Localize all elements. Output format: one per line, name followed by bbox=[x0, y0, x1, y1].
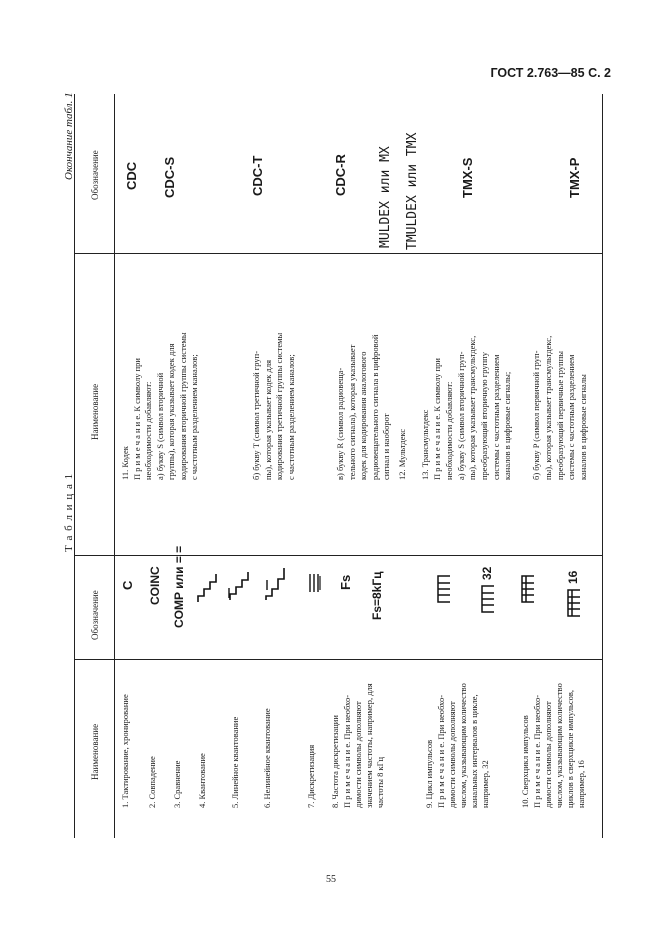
right-name-line: П р и м е ч а н и е. К символу при bbox=[132, 358, 142, 480]
right-name-line: тельного сигнала), которая указывает bbox=[347, 344, 357, 480]
right-name-line: необходимости добавляют: bbox=[444, 381, 454, 480]
symbol-16: 16 bbox=[566, 570, 580, 584]
right-name-line: а) букву S (символ вторичной bbox=[155, 372, 165, 480]
symbol-tmx-p: TMX-P bbox=[567, 157, 582, 198]
symbol-tmuldex: TMULDEX или TMX bbox=[405, 132, 420, 250]
right-name-line: сигнал и наоборот bbox=[381, 413, 391, 480]
right-name-line: группы), которая указывает кодек для bbox=[166, 343, 176, 480]
column-rule-1 bbox=[74, 659, 602, 660]
right-name-line: каналов в цифровые сигналы bbox=[578, 374, 588, 480]
left-name-line: циклов в сверхцикле импульсов, bbox=[565, 689, 575, 808]
left-name-line: 6. Нелинейное квантование bbox=[262, 708, 272, 808]
col-header-symbol-left: Обозначение bbox=[90, 590, 100, 640]
table1-label: Т а б л и ц а 1 bbox=[63, 472, 75, 552]
right-name-line: пы), которая указывает трансмультдекс, bbox=[543, 335, 553, 480]
left-name-line: 8. Частота дискретизации bbox=[330, 715, 340, 808]
right-name-line: в) букву R (символ радиовеща- bbox=[335, 367, 345, 480]
right-name-line: б) букву T (символ третичной груп- bbox=[251, 350, 261, 480]
header-row-rule bbox=[114, 94, 115, 838]
col-header-name-left: Наименование bbox=[90, 723, 100, 780]
pulse-cycle-32-icon bbox=[480, 584, 496, 614]
symbol-fs-8khz: Fs=8kГц bbox=[370, 571, 384, 620]
right-name-line: пы), которая указывает кодек для bbox=[263, 360, 273, 480]
left-name-line: числом, указывающим количество bbox=[458, 683, 468, 808]
column-rule-3 bbox=[74, 253, 602, 254]
table-bottom-rule bbox=[602, 94, 603, 838]
right-name-line: кодирования третичной группы системы bbox=[274, 332, 284, 480]
left-name-line: числом, указывающим количество bbox=[554, 683, 564, 808]
sampling-icon bbox=[308, 572, 322, 594]
right-name-line: с частотным разделением каналов; bbox=[189, 354, 199, 480]
quantization-icon bbox=[196, 570, 218, 604]
col-header-name-right: Наименование bbox=[90, 383, 100, 440]
right-name-line: кодирования вторичной группы системы bbox=[178, 332, 188, 480]
pulse-cycle-icon bbox=[436, 574, 452, 604]
right-name-line: пы), которая указывает трансмультдекс, bbox=[467, 335, 477, 480]
table2-label: Окончание табл. 1 bbox=[63, 92, 75, 180]
column-rule-2 bbox=[74, 555, 602, 556]
right-name-line: 12. Мультдекс bbox=[397, 428, 407, 480]
right-name-line: преобразующий вторичную группу bbox=[479, 352, 489, 480]
nonlinear-quantization-icon bbox=[264, 566, 288, 602]
left-name-line: частоты 8 кГц bbox=[375, 756, 385, 808]
right-name-line: системы с частотным разделением bbox=[491, 354, 501, 480]
left-name-line: 2. Совпадение bbox=[147, 756, 157, 808]
right-name-line: радиовещательного сигнала в цифровой bbox=[370, 334, 380, 480]
left-name-line: 9. Цикл импульсов bbox=[424, 739, 434, 808]
col-header-symbol-right: Обозначение bbox=[90, 150, 100, 200]
left-name-line: 1. Тактирование, хронирование bbox=[120, 694, 130, 808]
right-name-line: системы с частотным разделением bbox=[566, 354, 576, 480]
table-top-rule bbox=[74, 94, 75, 838]
symbol-32: 32 bbox=[480, 566, 494, 580]
left-name-line: димости символы дополняют bbox=[543, 701, 553, 808]
symbol-clock: C bbox=[120, 580, 135, 590]
left-name-line: димости символы дополняют bbox=[353, 701, 363, 808]
symbol-comp: COMP или = = bbox=[172, 545, 186, 628]
left-name-line: 3. Сравнение bbox=[172, 760, 182, 808]
symbol-muldex: MULDEX или MX bbox=[378, 146, 393, 248]
superframe-16-icon bbox=[566, 588, 582, 618]
right-name-line: 11. Кодек bbox=[120, 446, 130, 480]
left-name-line: 10. Сверхцикл импульсов bbox=[520, 715, 530, 808]
right-name-line: кодек для кодирования аналогового bbox=[358, 351, 368, 480]
right-name-line: с частотным разделением каналов; bbox=[286, 354, 296, 480]
left-name-line: канальных интервалов в цикле, bbox=[469, 694, 479, 808]
left-name-line: П р и м е ч а н и е. При необхо- bbox=[342, 694, 352, 808]
left-name-line: 7. Дискретизация bbox=[306, 744, 316, 808]
left-name-line: димости символы дополняют bbox=[447, 701, 457, 808]
symbol-coinc: COINC bbox=[148, 566, 162, 605]
left-name-line: П р и м е ч а н и е. При необхо- bbox=[436, 694, 446, 808]
symbol-tmx-s: TMX-S bbox=[460, 157, 475, 198]
right-name-line: преобразующий первичные группы bbox=[555, 351, 565, 480]
left-name-line: 4. Квантование bbox=[197, 753, 207, 808]
left-name-line: например, 16 bbox=[576, 760, 586, 808]
page-header-title: ГОСТ 2.763—85 С. 2 bbox=[490, 66, 611, 80]
right-name-line: необходимости добавляют: bbox=[143, 381, 153, 480]
linear-quantization-icon bbox=[228, 568, 250, 602]
left-name-line: значением частоты, например, для bbox=[364, 683, 374, 808]
symbol-fs: Fs bbox=[338, 574, 353, 590]
right-name-line: каналов в цифровые сигналы; bbox=[502, 371, 512, 480]
page-number: 55 bbox=[326, 874, 336, 885]
superframe-icon bbox=[520, 574, 536, 604]
right-name-line: б) букву P (символ первичной груп- bbox=[531, 350, 541, 480]
right-name-line: П р и м е ч а н и е. К символу при bbox=[432, 358, 442, 480]
right-name-line: 13. Трансмультдекс bbox=[420, 409, 430, 480]
symbol-cdc-t: CDC-T bbox=[250, 155, 265, 196]
left-name-line: например, 32 bbox=[480, 760, 490, 808]
symbol-cdc-s: CDC-S bbox=[162, 156, 177, 198]
left-name-line: П р и м е ч а н и е. При необхо- bbox=[532, 694, 542, 808]
symbol-cdc-r: CDC-R bbox=[333, 154, 348, 196]
right-name-line: а) букву S (символ вторичной груп- bbox=[456, 351, 466, 480]
left-name-line: 5. Линейное квантование bbox=[230, 716, 240, 808]
symbol-cdc: CDC bbox=[124, 161, 139, 190]
